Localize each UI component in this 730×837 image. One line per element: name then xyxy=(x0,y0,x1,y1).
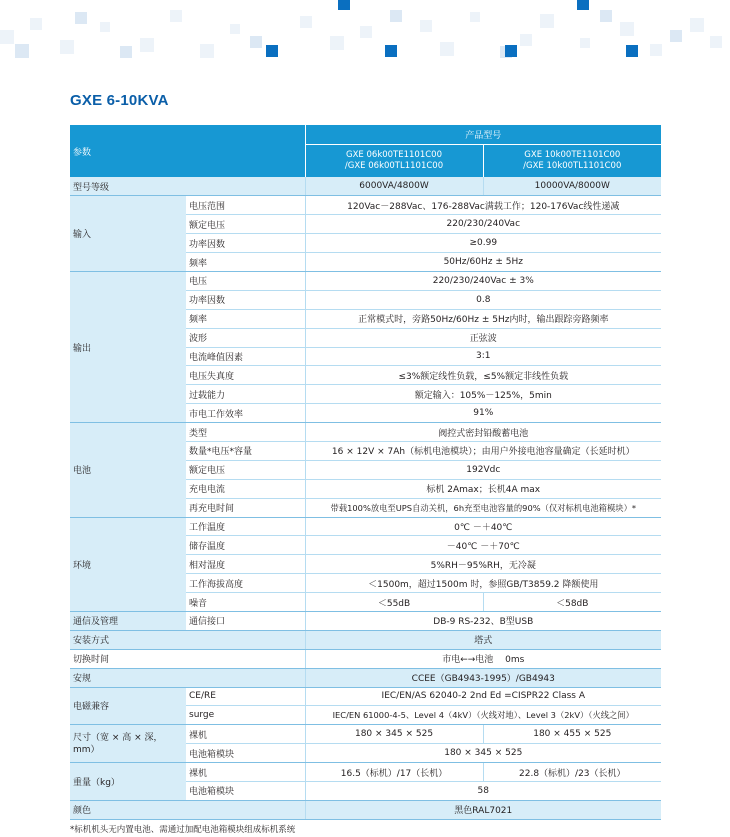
row-value: IEC/EN/AS 62040-2 2nd Ed =CISPR22 Class A xyxy=(305,687,661,706)
row-label: 储存温度 xyxy=(186,536,305,555)
row-value: 180 × 345 × 525 xyxy=(305,744,661,763)
row-value: 市电←→电池 0ms xyxy=(305,649,661,668)
row-label: 切换时间 xyxy=(70,649,305,668)
row-value: 220/230/240Vac ± 3% xyxy=(305,271,661,290)
table-row xyxy=(70,177,661,196)
row-value: IEC/EN 61000-4-5、Level 4（4kV）（火线对地）、Level 3（2kV）（火线之间） xyxy=(305,706,661,725)
table-row xyxy=(70,649,661,668)
table-row xyxy=(70,517,661,536)
spec-table xyxy=(70,125,661,820)
footnote: *标机机头无内置电池、需通过加配电池箱模块组成标机系统 xyxy=(70,825,296,835)
row-value: ≤3%额定线性负载，≤5%额定非线性负载 xyxy=(305,366,661,385)
table-row xyxy=(70,271,661,290)
row-label: 额定电压 xyxy=(186,460,305,479)
row-value: 220/230/240Vac xyxy=(305,215,661,234)
row-label: CE/RE xyxy=(186,687,305,706)
value-6k: 6000VA/4800W xyxy=(305,177,483,196)
header-model-6k: GXE 06k00TE1101C00 /GXE 06k00TL1101C00 xyxy=(305,144,483,177)
row-value: 标机 2Amax；长机4A max xyxy=(305,479,661,498)
value-10k: 22.8（标机）/23（长机） xyxy=(483,763,661,782)
group-label: 输入 xyxy=(70,196,186,272)
header-model-10k: GXE 10k00TE1101C00 /GXE 10k00TL1101C00 xyxy=(483,144,661,177)
row-value: 120Vac－288Vac、176-288Vac满载工作；120-176Vac线性递减 xyxy=(305,196,661,215)
row-value: 5%RH－95%RH，无冷凝 xyxy=(305,555,661,574)
row-label: surge xyxy=(186,706,305,725)
row-label: 频率 xyxy=(186,309,305,328)
table-row xyxy=(70,725,661,744)
row-label: 电压范围 xyxy=(186,196,305,215)
table-row xyxy=(70,668,661,687)
row-label: 工作海拔高度 xyxy=(186,574,305,593)
row-label: 颜色 xyxy=(70,800,305,819)
row-label: 裸机 xyxy=(186,725,305,744)
table-row xyxy=(70,763,661,782)
value-6k: ＜55dB xyxy=(305,593,483,612)
row-value: 正弦波 xyxy=(305,328,661,347)
row-value: 塔式 xyxy=(305,630,661,649)
row-label: 频率 xyxy=(186,253,305,272)
value-10k: ＜58dB xyxy=(483,593,661,612)
row-label: 工作温度 xyxy=(186,517,305,536)
table-row xyxy=(70,687,661,706)
row-value: ＜1500m，超过1500m 时，参照GB/T3859.2 降额使用 xyxy=(305,574,661,593)
table-row xyxy=(70,611,661,630)
group-label: 电池 xyxy=(70,423,186,517)
row-label: 市电工作效率 xyxy=(186,404,305,423)
row-value: 阀控式密封铅酸蓄电池 xyxy=(305,423,661,442)
header-param: 参数 xyxy=(70,125,305,177)
row-label: 充电电流 xyxy=(186,479,305,498)
group-label: 环境 xyxy=(70,517,186,611)
row-label: 相对湿度 xyxy=(186,555,305,574)
row-value: 192Vdc xyxy=(305,460,661,479)
row-value: 正常模式时，旁路50Hz/60Hz ± 5Hz内时，输出跟踪旁路频率 xyxy=(305,309,661,328)
row-value: 91% xyxy=(305,404,661,423)
table-row xyxy=(70,196,661,215)
row-label: 噪音 xyxy=(186,593,305,612)
row-value: 16 × 12V × 7Ah（标机电池模块）；由用户外接电池容量确定（长延时机） xyxy=(305,441,661,460)
row-label: 安装方式 xyxy=(70,630,305,649)
group-label: 电磁兼容 xyxy=(70,687,186,725)
row-label: 功率因数 xyxy=(186,234,305,253)
header-product-model: 产品型号 xyxy=(305,125,661,144)
table-row xyxy=(70,630,661,649)
row-label: 电压 xyxy=(186,271,305,290)
row-value: 0.8 xyxy=(305,290,661,309)
row-value: 额定输入：105%－125%，5min xyxy=(305,385,661,404)
table-row xyxy=(70,423,661,442)
value-10k: 10000VA/8000W xyxy=(483,177,661,196)
group-label: 通信及管理 xyxy=(70,611,186,630)
row-label: 电池箱模块 xyxy=(186,744,305,763)
row-value: 黑色RAL7021 xyxy=(305,800,661,819)
row-label: 再充电时间 xyxy=(186,498,305,517)
decorative-pixel-banner xyxy=(0,0,730,80)
value-6k: 16.5（标机）/17（长机） xyxy=(305,763,483,782)
row-label: 型号等级 xyxy=(70,177,305,196)
row-value: DB-9 RS-232、B型USB xyxy=(305,611,661,630)
row-label: 电池箱模块 xyxy=(186,782,305,801)
group-label: 尺寸（宽 × 高 × 深，mm） xyxy=(70,725,186,763)
group-label: 输出 xyxy=(70,271,186,422)
page-title: GXE 6-10KVA xyxy=(70,92,169,109)
row-label: 过载能力 xyxy=(186,385,305,404)
row-value: CCEE（GB4943-1995）/GB4943 xyxy=(305,668,661,687)
row-value: 58 xyxy=(305,782,661,801)
row-value: 带载100%放电至UPS自动关机，6h充至电池容量的90%（仅对标机电池箱模块）* xyxy=(305,498,661,517)
value-10k: 180 × 455 × 525 xyxy=(483,725,661,744)
row-label: 额定电压 xyxy=(186,215,305,234)
row-label: 电流峰值因素 xyxy=(186,347,305,366)
row-label: 电压失真度 xyxy=(186,366,305,385)
row-label: 波形 xyxy=(186,328,305,347)
row-label: 裸机 xyxy=(186,763,305,782)
row-value: 50Hz/60Hz ± 5Hz xyxy=(305,253,661,272)
row-value: －40℃ －＋70℃ xyxy=(305,536,661,555)
row-value: ≥0.99 xyxy=(305,234,661,253)
row-label: 功率因数 xyxy=(186,290,305,309)
row-label: 数量*电压*容量 xyxy=(186,441,305,460)
table-row xyxy=(70,800,661,819)
value-6k: 180 × 345 × 525 xyxy=(305,725,483,744)
row-label: 通信接口 xyxy=(186,611,305,630)
row-value: 0℃ －＋40℃ xyxy=(305,517,661,536)
row-label: 安规 xyxy=(70,668,305,687)
row-value: 3:1 xyxy=(305,347,661,366)
group-label: 重量（kg） xyxy=(70,763,186,801)
row-label: 类型 xyxy=(186,423,305,442)
